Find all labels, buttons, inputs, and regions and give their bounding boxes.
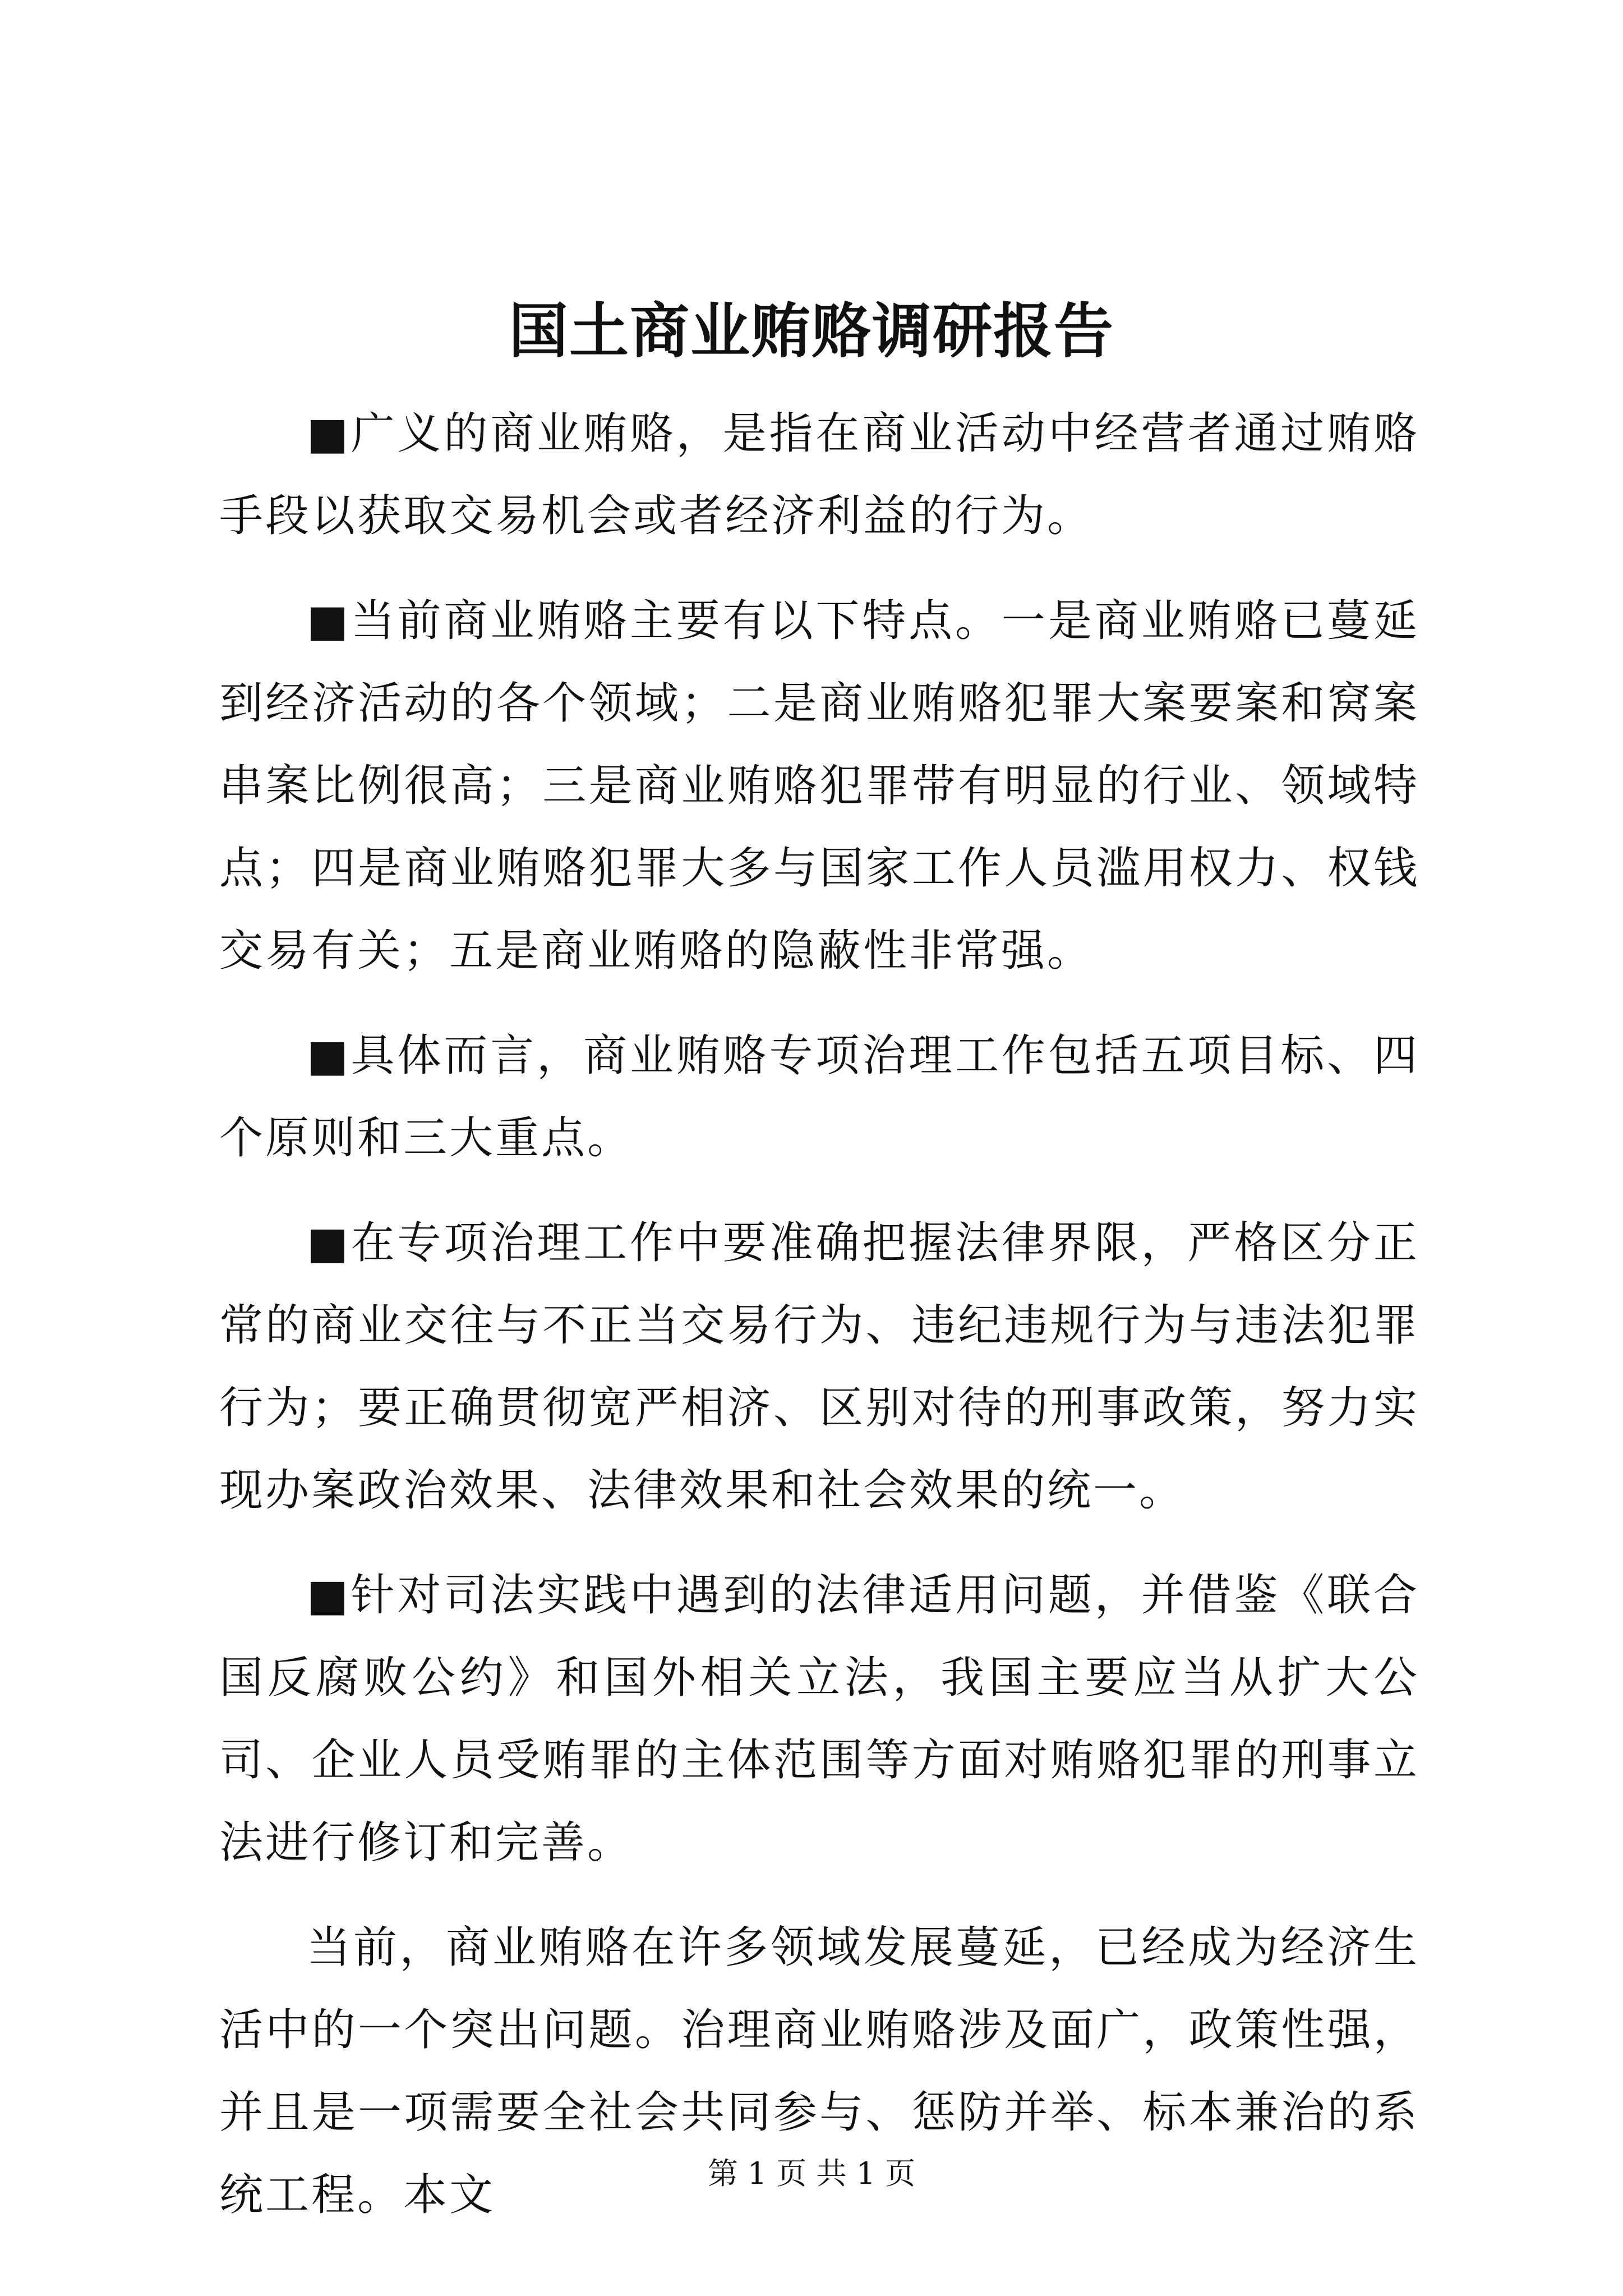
paragraph-1: ■广义的商业贿赂，是指在商业活动中经营者通过贿赂手段以获取交易机会或者经济利益的行为。 xyxy=(219,408,1419,541)
document-body xyxy=(219,393,1419,2259)
paragraph-2: ■当前商业贿赂主要有以下特点。一是商业贿赂已蔓延到经济活动的各个领域；二是商业贿赂犯罪大案要案和窝案串案比例很高；三是商业贿赂犯罪带有明显的行业、领域特点；四是商业贿赂犯罪大多与国家工作人员滥用权力、权钱交易有关；五是商业贿赂的隐蔽性非常强。 xyxy=(219,596,1419,976)
paragraph-6: 当前，商业贿赂在许多领域发展蔓延，已经成为经济生活中的一个突出问题。治理商业贿赂涉及面广，政策性强，并且是一项需要全社会共同参与、惩防并举、标本兼治的系统工程。本文 xyxy=(219,1922,1419,2220)
page-number-footer: 第 1 页 共 1 页 xyxy=(707,2156,916,2191)
paragraph-4: ■在专项治理工作中要准确把握法律界限，严格区分正常的商业交往与不正当交易行为、违纪违规行为与违法犯罪行为；要正确贯彻宽严相济、区别对待的刑事政策，努力实现办案政治效果、法律效果和社会效果的统一。 xyxy=(219,1218,1419,1516)
paragraph-3: ■具体而言，商业贿赂专项治理工作包括五项目标、四个原则和三大重点。 xyxy=(219,1030,1419,1163)
paragraph-5: ■针对司法实践中遇到的法律适用问题，并借鉴《联合国反腐败公约》和国外相关立法，我国主要应当从扩大公司、企业人员受贿罪的主体范围等方面对贿赂犯罪的刑事立法进行修订和完善。 xyxy=(219,1570,1419,1868)
document-title: 国土商业贿赂调研报告 xyxy=(509,296,1114,366)
